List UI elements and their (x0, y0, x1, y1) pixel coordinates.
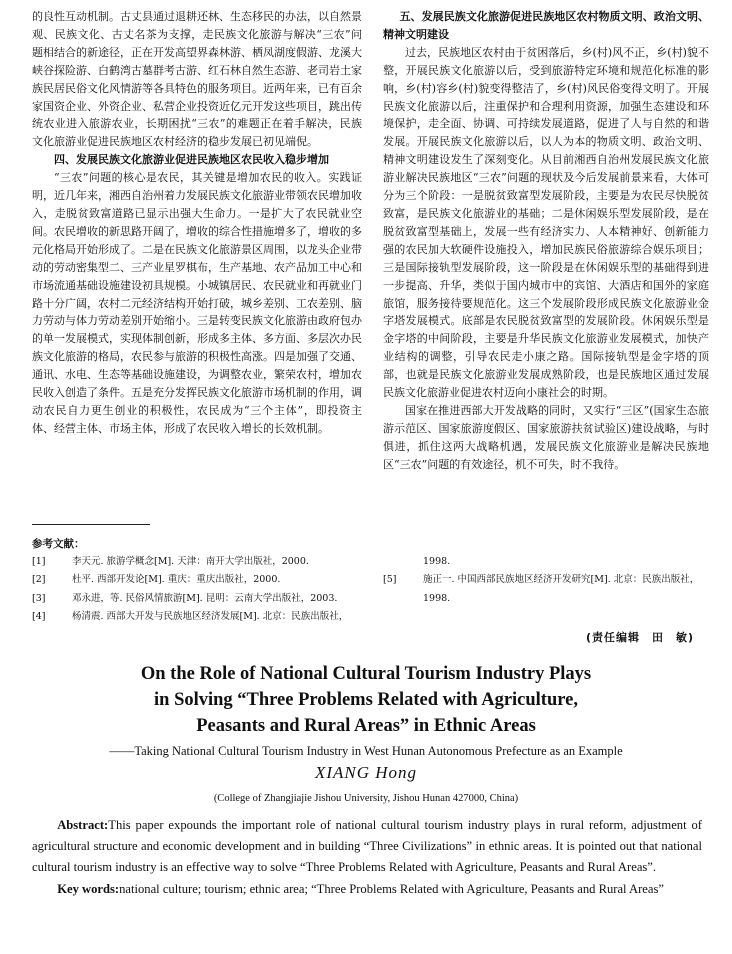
right-column (383, 8, 709, 474)
right-paragraph-1: 过去，民族地区农村由于贫困落后，乡(村)风不正，乡(村)貌不整，开展民族文化旅游以后，受到旅游特定环境和规范化标准的影响，乡(村)容乡(村)貌变得整洁了，乡(村)风民俗变得文明了。开展民族文化旅游以后，注重保护和合理利用资源，加强生态建设和环境保护，走全面、协调、可持续发展道路，促进了人与自然的和谐发展。开展民族文化旅游以后，以人为本的物质文明、政治文明、精神文明建设发生了深刻变化。从目前湘西自治州发展民族文化旅游业解决民族地区“三农”问题的现状及今后发展前景来看，大体可分为三个阶段：一是脱贫致富型发展阶段，主要是为农民尽快脱贫致富，是民族文化旅游业的基础；二是休闲娱乐型发展阶段，是在脱贫致富型基础上，发展一些有经济实力、人本精神好、创新能力强的农民加大软硬件设施投入，增加民族民俗旅游综合娱乐项目；三是国际接轨型发展阶段，这一阶段是在休闲娱乐型的基础得到进一步提高、升华，类似于国内城市中的宾馆、大酒店和国外的家庭旅馆，服务接待要规范化。这三个发展阶段形成民族文化旅游业金字塔发展模式。底部是农民脱贫致富型的发展阶段。休闲娱乐型是金字塔的中间阶段，主要是升华民族文化旅游业发展模式，加快产业结构的调整，引导农民走小康之路。国际接轨型是金字塔的顶部，也就是民族文化旅游业发展成熟阶段，也是民族地区通过发展民族文化旅游业促进农村迈向小康社会的时期。 (383, 45, 709, 400)
reference-number: [1] (32, 556, 46, 567)
references-left (32, 553, 370, 626)
reference-item (32, 608, 370, 626)
section-heading-5: 五、发展民族文化旅游促进民族地区农村物质文明、政治文明、精神文明建设 (383, 10, 709, 41)
english-title (0, 662, 732, 739)
reference-continuation (383, 553, 709, 571)
reference-item (32, 590, 370, 608)
left-column (32, 8, 362, 438)
reference-item (383, 571, 709, 608)
english-title-line: On the Role of National Cultural Tourism Industry Plays (140, 664, 592, 684)
reference-text: 施正一. 中国西部民族地区经济开发研究[M]. 北京：民族出版社，1998. (423, 574, 700, 604)
section-heading-4: 四、发展民族文化旅游业促进民族地区农民收入稳步增加 (54, 153, 329, 167)
english-abstract-block (32, 815, 702, 900)
english-author: XIANG Hong (314, 763, 418, 782)
references-separator (32, 524, 150, 525)
english-affiliation: (College of Zhangjiajie Jishou University, Jishou Hunan 427000, China) (213, 793, 519, 804)
references-right (383, 553, 709, 608)
english-title-line: Peasants and Rural Areas” in Ethnic Areas (196, 715, 536, 736)
keywords-label: Key words: (57, 881, 120, 896)
references-title: 参考文献： (32, 538, 85, 550)
abstract-text: This paper expounds the important role of national cultural tourism industry plays in rural reform, adjustment of agricultural structure and economic development and in building “Three Civilizations” in ethnic areas. It is pointed out that national cultural tourism industry is an effective way to solve “Three Problems Related with Agriculture, Peasants and Rural Areas”. (32, 818, 702, 875)
abstract-label: Abstract: (57, 818, 109, 832)
keywords-text: national culture; tourism; ethnic area; “Three Problems Related with Agriculture, Peasants and Rural Areas” (119, 881, 664, 896)
reference-number: [3] (32, 592, 46, 604)
right-paragraph-2: 国家在推进西部大开发战略的同时，又实行“三区”(国家生态旅游示范区、国家旅游度假区、国家旅游扶贫试验区)建设战略，与时俱进，抓住这两大战略机遇，发展民族文化旅游业是解决民族地区“三农”问题的有效途径，机不可失，时不我待。 (383, 403, 709, 471)
english-subtitle: ——Taking National Cultural Tourism Industry in West Hunan Autonomous Prefecture as an Example (109, 744, 623, 758)
reference-item (32, 571, 370, 589)
reference-text: 杨清震. 西部大开发与民族地区经济发展[M]. 北京：民族出版社， (72, 610, 349, 622)
reference-number: [4] (32, 610, 46, 622)
left-paragraph-1: 的良性互动机制。古丈县通过退耕还林、生态移民的办法，以自然景观、民族文化、古丈名茶为支撑，走民族文化旅游与解决“三农”问题相结合的新途径，正在开发高望界森林游、栖凤湖度假游、龙溪大峡谷探险游、白鹤湾古墓群考古游、红石林自然生态游、老司岩土家族民居民俗文化风情游等各具特色的服务项目。近两年来，已有百余家国资企业、外资企业、私营企业投资近亿元开发这些项目，跳出传统农业进入旅游农业，长期困扰“三农”的难题正在着手解决，民族文化旅游业促进民族地区农村经济的稳步发展已初见端倪。 (32, 10, 362, 149)
reference-number: [5] (383, 574, 397, 586)
reference-text: 1998. (423, 556, 451, 567)
reference-text: 邓永进，等. 民俗风情旅游[M]. 昆明：云南大学出版社，2003. (72, 592, 338, 604)
reference-text: 杜平. 西部开发论[M]. 重庆：重庆出版社，2000. (72, 574, 281, 586)
reference-number: [2] (32, 574, 46, 586)
keywords-paragraph (32, 879, 702, 900)
reference-text: 李天元. 旅游学概念[M]. 天津：南开大学出版社，2000. (72, 556, 309, 567)
abstract-paragraph (32, 815, 702, 879)
english-title-line: in Solving “Three Problems Related with Agriculture, (154, 689, 578, 710)
responsible-editor: (责任编辑 田 敏) (585, 631, 694, 644)
left-paragraph-2: “三农”问题的核心是农民，其关键是增加农民的收入。实践证明，近几年来，湘西自治州着力发展民族文化旅游业带领农民增加收入，走脱贫致富道路已显示出强大生命力。一是扩大了农民就业空间。农民增收的新思路开阔了，增收的综合性措施增多了，增收的多元化格局开始形成了。二是在民族文化旅游景区周围，以龙头企业带动的劳动密集型二、三产业星罗棋布，生产基地、农产品加工中心和市场流通基础设施建设初具规模。小城镇居民、农民就业和再就业门路十分广阔，农村二元经济结构开始打破，城乡差别、工农差别、脑力劳动与体力劳动差别开始缩小。三是转变民族文化旅游由政府包办的单一发展模式，实现体制创新，形成多主体、多方面、多层次办民族文化旅游的格局，农民参与旅游的积极性高涨。四是加强了交通、通讯、水电、生态等基础设施建设，为调整农业，繁荣农村，增加农民收入创造了条件。五是充分发挥民族文化旅游市场机制的作用，调动农民自力更生创业的积极性，农民成为“三个主体”，即投资主体、经营主体、市场主体，形成了农民收入增长的长效机制。 (32, 171, 362, 435)
reference-item (32, 553, 370, 571)
